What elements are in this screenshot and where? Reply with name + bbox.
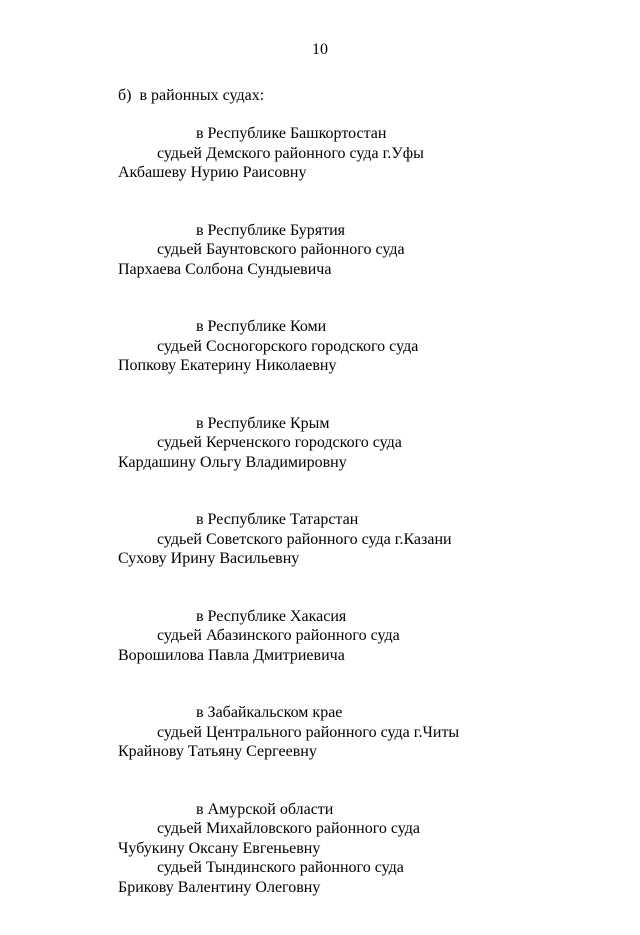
judge-name: Сухову Ирину Васильевну — [118, 550, 300, 567]
region-heading: в Республике Крым — [196, 414, 330, 432]
region-heading: в Амурской области — [196, 800, 334, 818]
court-position: судьей Михайловского районного суда — [157, 820, 420, 837]
section-heading: б) в районных судах: — [118, 87, 265, 104]
judge-name: Кардашину Ольгу Владимировну — [118, 453, 347, 471]
appointment-list — [118, 124, 578, 935]
appointment-entry — [118, 800, 578, 898]
region-heading: в Забайкальском крае — [196, 704, 343, 721]
court-position: судьей Абазинского районного суда — [157, 627, 400, 644]
appointment-entry — [118, 607, 578, 666]
court-position: судьей Баунтовского районного суда — [157, 241, 405, 258]
appointment-entry — [118, 703, 578, 762]
court-position: судьей Советского районного суда г.Казани — [157, 530, 452, 548]
judge-name: Брикову Валентину Олеговну — [118, 878, 321, 896]
page-number: 10 — [312, 41, 328, 58]
appointment-entry — [118, 221, 578, 280]
court-position: судьей Тындинского районного суда — [157, 859, 404, 876]
court-position: судьей Керченского городского суда — [157, 434, 402, 451]
appointment-entry — [118, 414, 578, 473]
region-heading: в Республике Татарстан — [196, 511, 359, 528]
appointment-entry — [118, 510, 578, 569]
appointment-entry — [118, 124, 578, 183]
judge-name: Ворошилова Павла Дмитриевича — [118, 646, 345, 664]
judge-name: Крайнову Татьяну Сергеевну — [118, 743, 317, 760]
court-position: судьей Демского районного суда г.Уфы — [157, 144, 424, 162]
region-heading: в Республике Хакасия — [196, 607, 347, 625]
region-heading: в Республике Коми — [196, 318, 327, 335]
court-position: судьей Сосногорского городского суда — [157, 337, 419, 355]
court-position: судьей Центрального районного суда г.Читы — [157, 723, 460, 741]
judge-name: Чубукину Оксану Евгеньевну — [118, 839, 321, 857]
appointment-entry — [118, 317, 578, 376]
judge-name: Пархаева Солбона Сундыевича — [118, 260, 332, 278]
region-heading: в Республике Башкортостан — [196, 125, 387, 142]
judge-name: Попкову Екатерину Николаевну — [118, 357, 337, 374]
region-heading: в Республике Бурятия — [196, 221, 346, 239]
judge-name: Акбашеву Нурию Раисовну — [118, 164, 307, 181]
